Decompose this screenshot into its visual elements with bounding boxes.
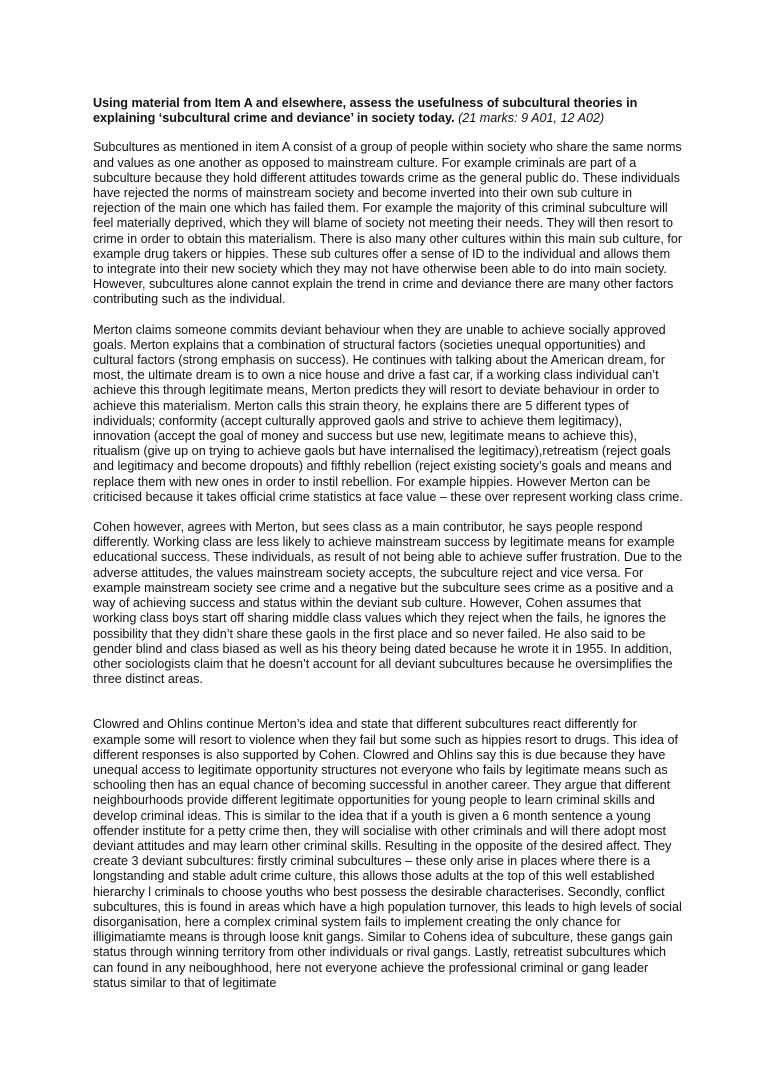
paragraph-cloward-ohlin: Clowred and Ohlins continue Merton’s idea and state that different subcultures react differently for example some will resort to violence when they fail but some such as hippies resort to drugs. This idea of different responses is also supported by Cohen. Clowred and Ohlins say this is due because they have unequal access to legitimate opportunity structures not everyone who fails by legitimate means such as schooling then has an equal chance of becoming successful in another career. They argue that different neighbourhoods provide different legitimate opportunities for young people to learn criminal skills and develop criminal ideas. This is similar to the idea that if a youth is given a 6 month sentence a young offender institute for a petty crime then, they will socialise with other criminals and will there adopt most deviant attitudes and may learn other criminal skills. Resulting in the opposite of the desired affect. They create 3 deviant subcultures: firstly criminal subcultures – these only arise in places where there is a longstanding and stable adult crime culture, this allows those adults at the top of this well established hierarchy l criminals to choose youths who best possess the desirable characterises. Secondly, conflict subcultures, this is found in areas which have a high population turnover, this leads to high levels of social disorganisation, here a complex criminal system fails to implement creating the only chance for illigimatiamte means is through loose knit gangs. Similar to Cohens idea of subculture, these gangs gain status through winning territory from other individuals or rival gangs. Lastly, retreatist subcultures which can found in any neiboughhood, here not everyone achieve the professional criminal or gang leader status similar to that of legitimate xyxy=(93,717,682,990)
paragraph-cohen: Cohen however, agrees with Merton, but sees class as a main contributor, he says people respond differently. Working class are less likely to achieve mainstream success by legitimate means for example educational success. These individuals, as result of not being able to achieve suffer frustration. Due to the adverse attitudes, the values mainstream society accepts, the subculture reject and vice versa. For example mainstream society see crime and a negative but the subculture sees crime as a positive and a way of achieving success and status within the deviant sub culture. However, Cohen assumes that working class boys start off sharing middle class values which they reject when the fails, he ignores the possibility that they didn’t share these gaols in the first place and so never failed. He also said to be gender blind and class biased as well as his theory being dated because he wrote it in 1955. In addition, other sociologists claim that he doesn’t account for all deviant subcultures because he oversimplifies the three distinct areas. xyxy=(93,520,682,687)
paragraph-subcultures: Subcultures as mentioned in item A consist of a group of people within society who share the same norms and values as one another as opposed to mainstream culture. For example criminals are part of a subculture because they hold different attitudes towards crime as the general public do. These individuals have rejected the norms of mainstream society and become inverted into their own sub culture in rejection of the main one which has failed them. For example the majority of this criminal subculture will feel materially deprived, which they will blame of society not meeting their needs. They will then resort to crime in order to obtain this materialism. There is also many other cultures within this main sub culture, for example drug takers or hippies. These sub cultures offer a sense of ID to the individual and allows them to integrate into their new society which they may not have otherwise been able to do into main society. However, subcultures alone cannot explain the trend in crime and deviance there are many other factors contributing such as the individual. xyxy=(93,140,683,307)
question-text: Using material from Item A and elsewhere, assess the usefulness of subcultural theories in explaining ‘subcultural crime and deviance’ in society today. xyxy=(93,96,638,126)
document-page xyxy=(93,96,683,1006)
question-marks: (21 marks: 9 A01, 12 A02) xyxy=(458,111,605,126)
paragraph-merton: Merton claims someone commits deviant behaviour when they are unable to achieve socially approved goals. Merton explains that a combination of structural factors (societies unequal opportunities) and cultural factors (strong emphasis on success). He continues with talking about the American dream, for most, the ultimate dream is to own a nice house and drive a fast car, if a working class individual can’t achieve this through legitimate means, Merton predicts they will resort to deviate behaviour in order to achieve this materialism. Merton calls this strain theory, he explains there are 5 different types of individuals; conformity (accept culturally approved gaols and strive to achieve them legitimacy), innovation (accept the goal of money and success but use new, legitimate means to achieve this), ritualism (give up on trying to achieve gaols but have internalised the legitimacy),retreatism (reject goals and legitimacy and become dropouts) and fifthly rebellion (reject existing society’s goals and means and replace them with new ones in order to instil rebellion. For example hippies. However Merton can be criticised because it takes official crime statistics at face value – these over represent working class crime. xyxy=(93,322,683,504)
essay-question xyxy=(93,96,683,126)
